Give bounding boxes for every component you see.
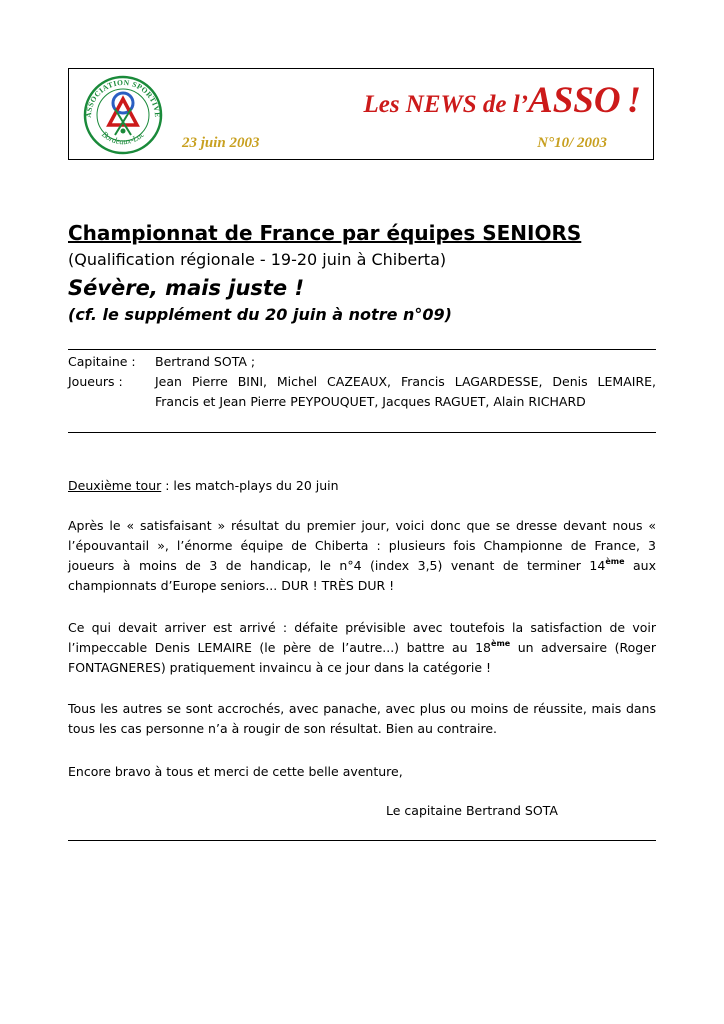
players-row	[68, 372, 656, 412]
title-asso: ASSO	[528, 80, 621, 121]
players-label: Joueurs :	[68, 374, 123, 389]
round-line	[68, 476, 656, 496]
superscript: ème	[491, 639, 511, 648]
title-prefix: Les NEWS de l’	[363, 91, 529, 118]
issue-number: N°10/ 2003	[537, 135, 607, 151]
captain-value: Bertrand SOTA ;	[155, 354, 256, 369]
title-exclamation: !	[626, 80, 641, 121]
divider	[68, 840, 656, 841]
players-value: Jean Pierre BINI, Michel CAZEAUX, Francis LAGARDESSE, Denis LEMAIRE, Francis et Jean Pierre PEYPOUQUET, Jacques RAGUET, Alain RICHARD	[155, 374, 656, 409]
paragraph-2-text-end: un adversaire (Roger FONTAGNERES) pratiquement invaincu à ce jour dans la catégorie !	[68, 640, 656, 675]
golf-ball-icon	[121, 129, 126, 134]
issue-date: 23 juin 2003	[182, 135, 260, 151]
club-logo	[79, 73, 167, 157]
newsletter-header	[68, 68, 654, 160]
article-heading: Championnat de France par équipes SENIORS	[68, 221, 582, 245]
article-reference: (cf. le supplément du 20 juin à notre n°09)	[68, 305, 452, 324]
divider	[68, 349, 656, 350]
captain-row	[68, 352, 656, 372]
paragraph-1-text: Après le « satisfaisant » résultat du premier jour, voici donc que se dresse devant nous « l’épouvantail », l’énorme équipe de Chiberta : plusieurs fois Championne de France, 3 joueurs à moins de 3 de handicap, le n°4 (index 3,5) venant de terminer 14	[68, 518, 656, 573]
paragraph-2	[68, 618, 656, 678]
article-subheading: (Qualification régionale - 19-20 juin à Chiberta)	[68, 250, 447, 269]
paragraph-1	[68, 516, 656, 596]
paragraph-2-text: Ce qui devait arriver est arrivé : défaite prévisible avec toutefois la satisfaction de voir l’impeccable Denis LEMAIRE (le père de l’autre...) battre au 18	[68, 620, 656, 655]
logo-arc-text: ASSOCIATION SPORTIVE	[83, 77, 163, 119]
paragraph-1-text-end: aux championnats d’Europe seniors... DUR ! TRÈS DUR !	[68, 558, 656, 593]
paragraph-4: Encore bravo à tous et merci de cette belle aventure,	[68, 764, 403, 779]
paragraph-3: Tous les autres se sont accrochés, avec panache, avec plus ou moins de réussite, mais dans tous les cas personne n’a à rougir de son résultat. Bien au contraire.	[68, 701, 656, 736]
signature: Le capitaine Bertrand SOTA	[386, 803, 558, 818]
round-label: Deuxième tour	[68, 478, 162, 493]
team-list	[68, 352, 656, 412]
captain-label: Capitaine :	[68, 354, 136, 369]
newsletter-title	[363, 79, 641, 122]
round-text: : les match-plays du 20 juin	[161, 478, 339, 493]
superscript: ème	[605, 557, 625, 566]
article-headline: Sévère, mais juste !	[68, 276, 305, 300]
logo-bottom-text: Bordeaux-Lac	[99, 129, 147, 147]
divider	[68, 432, 656, 433]
